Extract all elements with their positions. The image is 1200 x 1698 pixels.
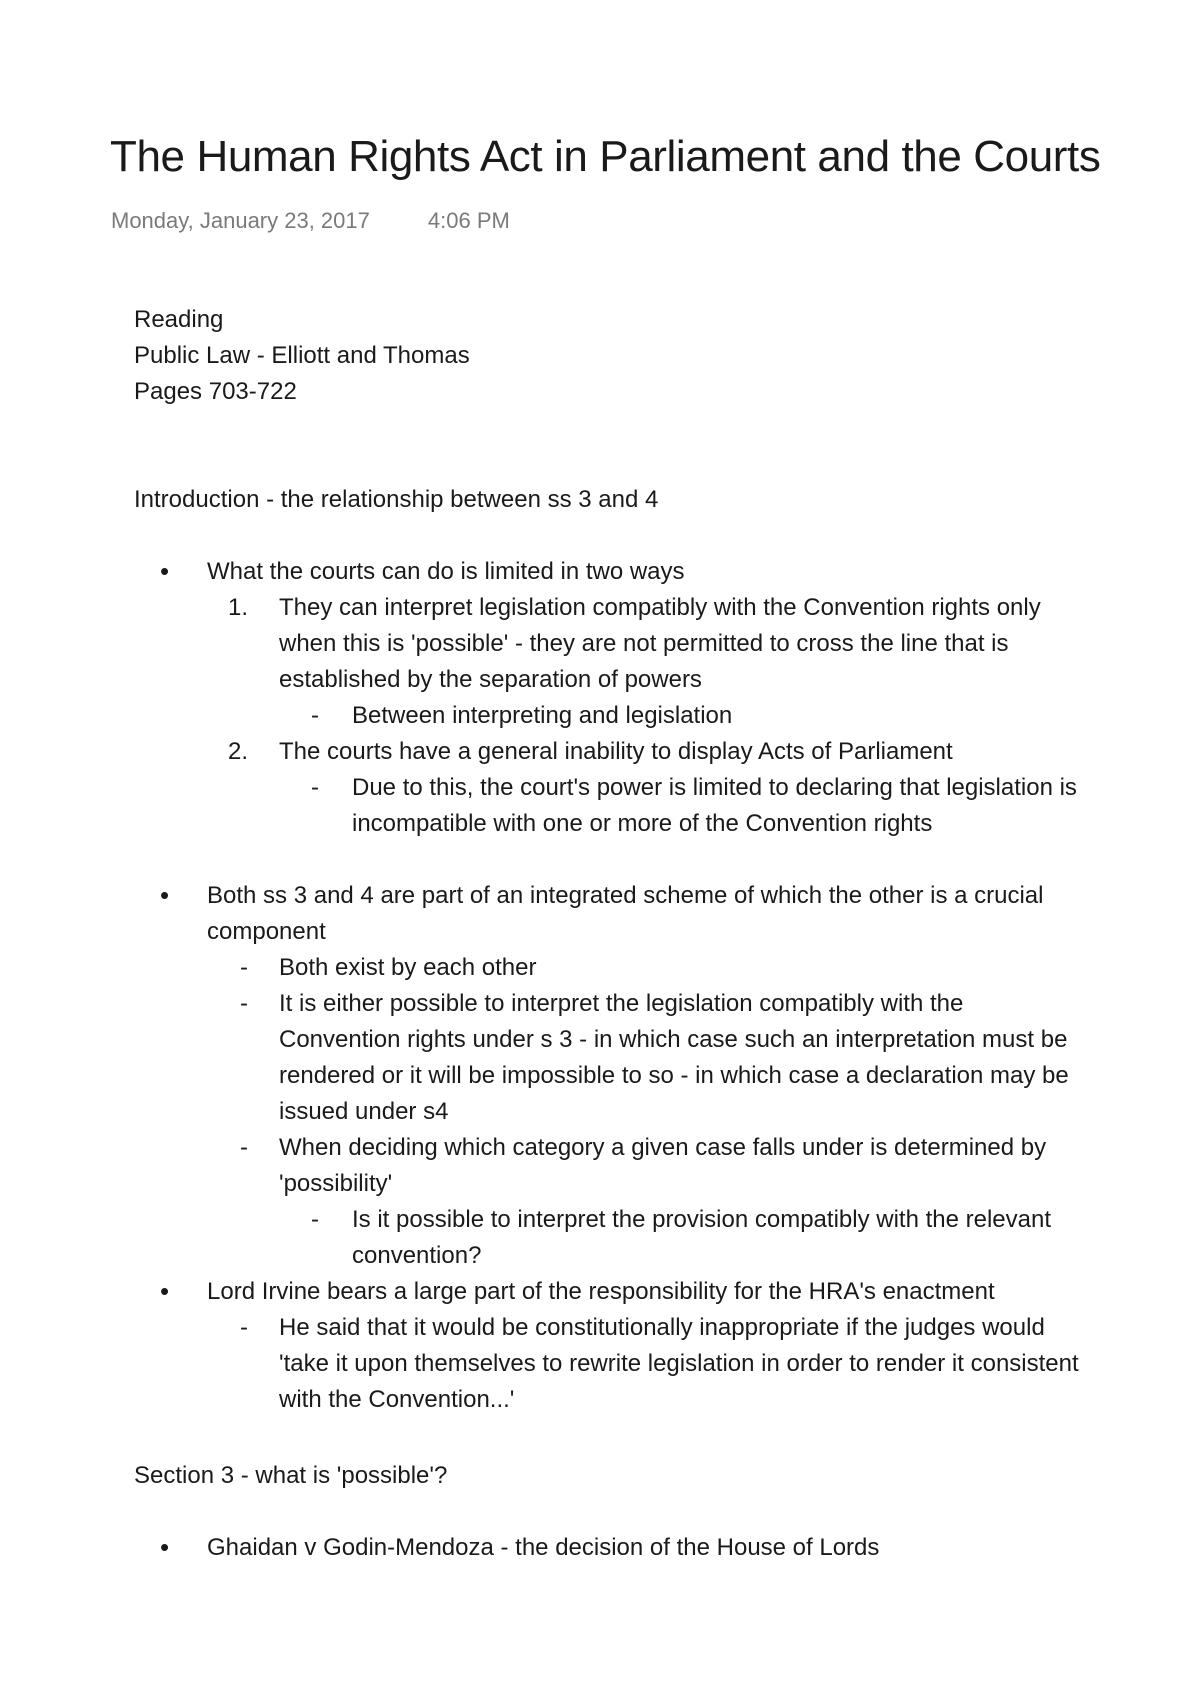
- intro-item-1-line-3: established by the separation of powers: [279, 666, 702, 693]
- intro-item-1-line-2: when this is 'possible' - they are not permitted to cross the line that is: [279, 630, 1009, 657]
- reading-heading: Reading: [134, 306, 224, 333]
- number-marker: 1.: [228, 594, 249, 621]
- intro-bullet-2-line-2: component: [207, 918, 326, 945]
- intro-item-1-sub: Between interpreting and legislation: [352, 702, 733, 729]
- intro-bullet-2-dash-1: Both exist by each other: [279, 954, 537, 981]
- page-cutoff: [0, 1578, 1200, 1698]
- bullet-marker: •: [160, 880, 170, 910]
- intro-bullet-3-dash-1-line-2: 'take it upon themselves to rewrite legislation in order to render it consistent: [279, 1350, 1079, 1377]
- intro-item-2-sub-line-1: Due to this, the court's power is limited to declaring that legislation is: [352, 774, 1077, 801]
- intro-bullet-2-dash-2-line-3: rendered or it will be impossible to so - in which case a declaration may be: [279, 1062, 1069, 1089]
- dash-marker: -: [240, 1314, 248, 1341]
- note-timestamp: [111, 208, 510, 234]
- intro-bullet-2-line-1: Both ss 3 and 4 are part of an integrated scheme of which the other is a crucial: [207, 882, 1044, 909]
- note-time: 4:06 PM: [427, 208, 510, 233]
- bullet-marker: •: [160, 1276, 170, 1306]
- intro-bullet-2-dash-2-line-1: It is either possible to interpret the legislation compatibly with the: [279, 990, 964, 1017]
- intro-bullet-3: Lord Irvine bears a large part of the responsibility for the HRA's enactment: [207, 1278, 995, 1305]
- intro-bullet-3-dash-1-line-1: He said that it would be constitutionally inappropriate if the judges would: [279, 1314, 1045, 1341]
- intro-bullet-2-dash-3-line-1: When deciding which category a given case falls under is determined by: [279, 1134, 1047, 1161]
- intro-item-2-sub-line-2: incompatible with one or more of the Convention rights: [352, 810, 933, 837]
- intro-bullet-2-dash-3-line-2: 'possibility': [279, 1170, 393, 1197]
- dash-marker: -: [240, 1134, 248, 1161]
- intro-item-1-line-1: They can interpret legislation compatibly with the Convention rights only: [279, 594, 1041, 621]
- intro-bullet-2-dash-2-line-4: issued under s4: [279, 1098, 449, 1125]
- dash-marker: -: [311, 702, 319, 729]
- introduction-heading: Introduction - the relationship between ss 3 and 4: [134, 486, 659, 513]
- intro-bullet-1: What the courts can do is limited in two ways: [207, 558, 685, 585]
- intro-bullet-2-dash-3-sub-line-1: Is it possible to interpret the provision compatibly with the relevant: [352, 1206, 1052, 1233]
- reading-book: Public Law - Elliott and Thomas: [134, 342, 470, 369]
- dash-marker: -: [311, 1206, 319, 1233]
- page-title: The Human Rights Act in Parliament and the Courts: [110, 132, 1101, 181]
- intro-bullet-2-dash-2-line-2: Convention rights under s 3 - in which case such an interpretation must be: [279, 1026, 1068, 1053]
- dash-marker: -: [240, 990, 248, 1017]
- note-date: Monday, January 23, 2017: [111, 208, 370, 233]
- bullet-marker: •: [160, 556, 170, 586]
- section-3-bullet-1: Ghaidan v Godin-Mendoza - the decision of the House of Lords: [207, 1534, 880, 1561]
- number-marker: 2.: [228, 738, 249, 765]
- bullet-marker: •: [160, 1532, 170, 1562]
- reading-pages: Pages 703-722: [134, 378, 297, 405]
- dash-marker: -: [240, 954, 248, 981]
- intro-bullet-3-dash-1-line-3: with the Convention...': [279, 1386, 515, 1413]
- dash-marker: -: [311, 774, 319, 801]
- section-3-heading: Section 3 - what is 'possible'?: [134, 1462, 448, 1489]
- intro-item-2: The courts have a general inability to display Acts of Parliament: [279, 738, 953, 765]
- intro-bullet-2-dash-3-sub-line-2: convention?: [352, 1242, 482, 1269]
